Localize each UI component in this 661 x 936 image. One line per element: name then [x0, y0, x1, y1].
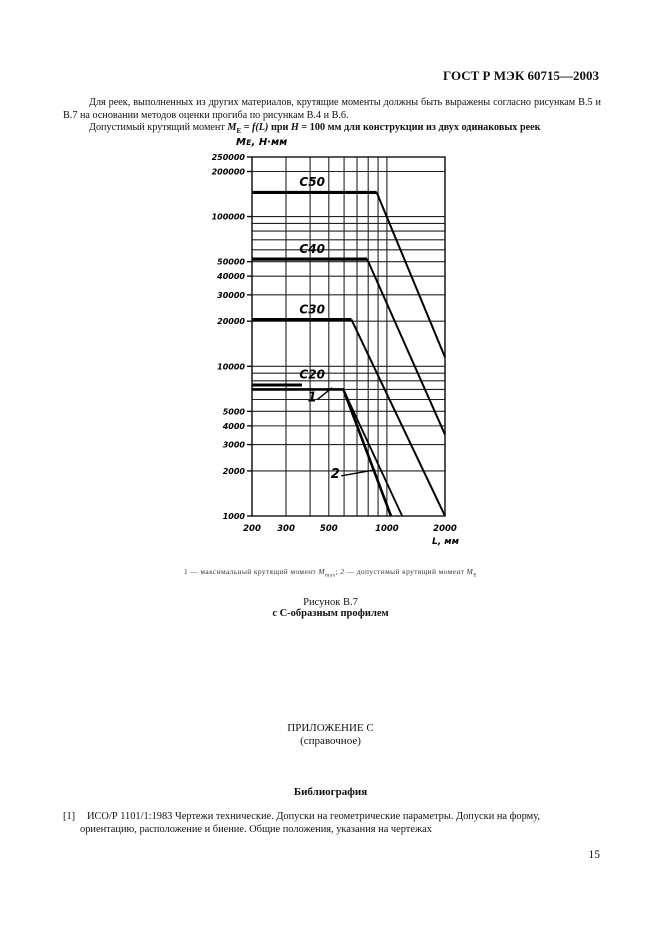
legend-sep: ; [335, 567, 341, 576]
legend-item2-text: — допустимый крутящий момент [344, 567, 467, 576]
series-label: C50 [299, 175, 325, 190]
y-tick-label: 2000 [222, 466, 245, 476]
y-tick-label: 3000 [222, 440, 245, 450]
p2-sub: E [236, 127, 242, 136]
y-tick-label: 1000 [222, 512, 245, 521]
document-header: ГОСТ Р МЭК 60715—2003 [443, 68, 599, 83]
p2-at: при [270, 122, 291, 133]
page-number: 15 [588, 849, 600, 861]
y-tick-label: 10000 [217, 362, 245, 372]
y-tick-label: 4000 [222, 421, 245, 431]
x-tick-label: 300 [277, 524, 295, 534]
x-tick-label: 2000 [433, 524, 457, 534]
chart-series-labels [299, 175, 375, 482]
legend-item1-text: — максимальный крутящий момент [188, 567, 319, 576]
appendix-heading [0, 722, 661, 748]
x-tick-label: 200 [243, 524, 261, 534]
legend-item2-sub: E [473, 572, 477, 579]
bibliography-entry [63, 810, 603, 836]
curve-2-permissible-torque [252, 389, 402, 516]
y-tick-label: 20000 [217, 317, 245, 327]
torque-chart [200, 132, 470, 552]
legend-item1-sym: M [318, 567, 325, 576]
legend-item2-sym: M [466, 567, 474, 576]
y-axis-label: Mᴇ, Н·мм [236, 137, 288, 148]
series-label: C40 [299, 242, 325, 257]
y-tick-label: 100000 [211, 212, 245, 222]
p2-h: H [290, 122, 299, 133]
p2-suffix: = 100 мм для конструкции из двух одинаковых реек [298, 122, 541, 133]
series-slope-c40 [367, 259, 445, 434]
y-tick-label: 30000 [217, 290, 245, 300]
series-label: C20 [299, 367, 325, 382]
x-tick-label: 1000 [375, 524, 399, 534]
legend-item1-num: 1 [184, 567, 189, 576]
y-tick-label: 5000 [222, 407, 245, 417]
p2-prefix: Допустимый крутящий момент [89, 122, 228, 133]
y-tick-label: 200000 [211, 167, 245, 177]
ref-number: [1] [63, 811, 76, 822]
series-label: 1 [307, 390, 317, 406]
figure-number: Рисунок В.7 [303, 597, 358, 608]
bibliography-title: Библиография [293, 786, 368, 798]
x-axis-label: L, мм [432, 537, 459, 547]
plot-border [252, 157, 445, 516]
chart-curves [252, 192, 445, 516]
figure-caption [0, 597, 661, 619]
appendix-subtitle: (справочное) [300, 735, 361, 747]
p2-func: = f(L) [241, 122, 271, 133]
x-tick-label: 500 [319, 524, 338, 534]
appendix-title: ПРИЛОЖЕНИЕ С [287, 722, 374, 734]
figure-subcaption: с С-образным профилем [272, 608, 389, 619]
legend-item2-num: 2 [340, 567, 345, 576]
figure-legend [0, 567, 661, 578]
legend-item1-sub: max [324, 572, 336, 579]
chart-grid [252, 157, 445, 516]
ref-line1: ИСО/Р 1101/1:1983 Чертежи технические. Допуски на геометрические параметры. Допуски на форму, [87, 811, 540, 822]
curve-1-max-torque [252, 389, 391, 516]
paragraph-materials: Для реек, выполненных из других материалов, крутящие моменты должны быть выражены согласно рисункам В.5 и В.7 на основании методов оценки прогиба по рисункам В.4 и В.6. [63, 97, 601, 121]
chart-frame [252, 157, 445, 516]
ref-line2: ориентацию, расположение и биение. Общие положения, указания на чертежах [80, 824, 432, 835]
y-tick-label: 50000 [217, 257, 245, 267]
series-slope-c30 [351, 320, 445, 516]
p2-symbol: M [227, 122, 237, 133]
y-tick-label: 40000 [217, 272, 245, 282]
series-label: C30 [299, 302, 325, 317]
y-tick-label: 250000 [211, 153, 245, 162]
series-label: 2 [330, 466, 340, 482]
